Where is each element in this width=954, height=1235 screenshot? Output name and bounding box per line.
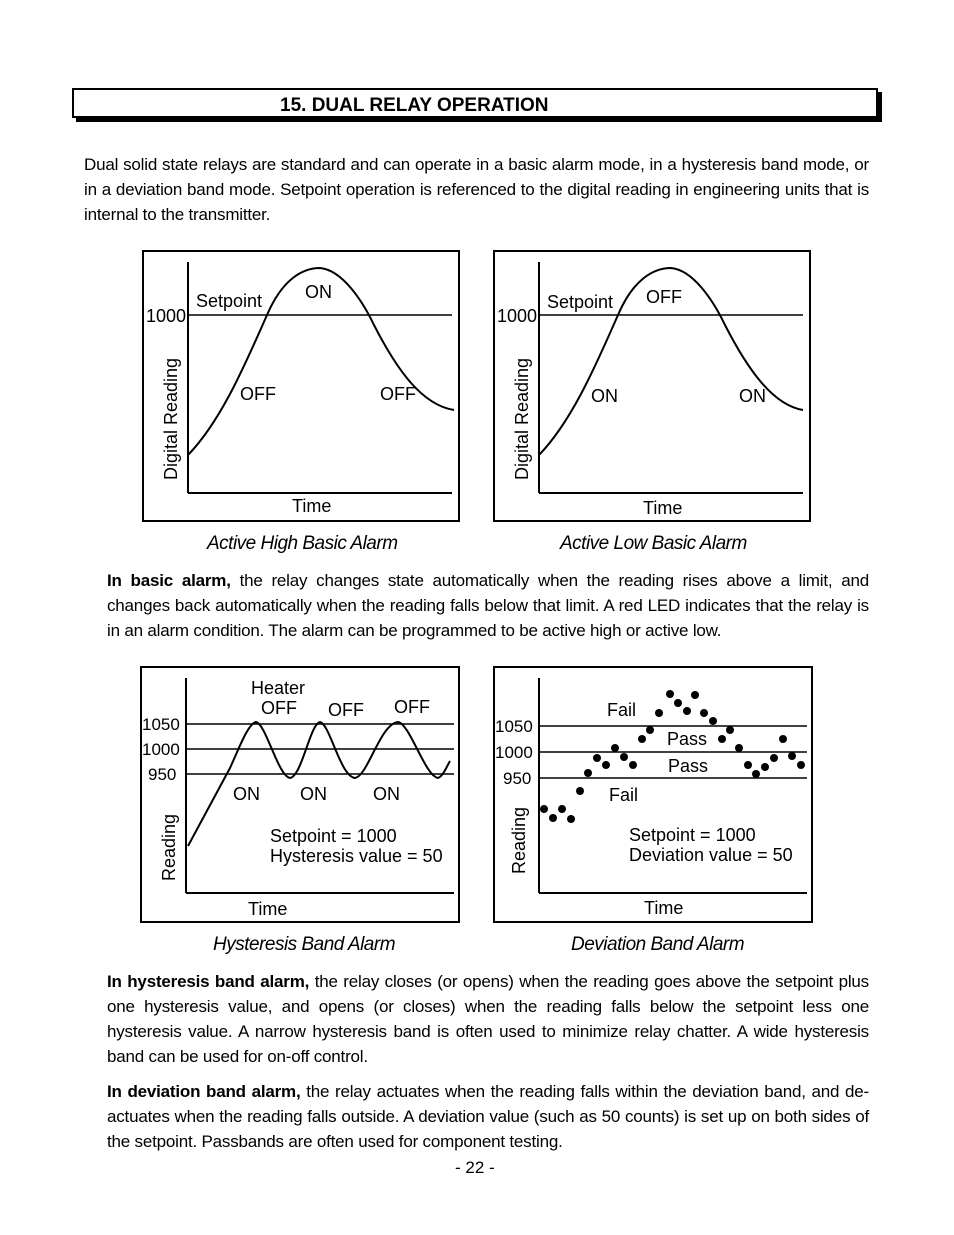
on-label-3: ON bbox=[373, 784, 400, 804]
value-950-label: 950 bbox=[503, 769, 532, 788]
page-number: - 22 - bbox=[455, 1158, 495, 1177]
x-axis-label: Time bbox=[248, 899, 288, 919]
y-axis-label: Reading bbox=[159, 813, 179, 881]
setpoint-text: Setpoint = 1000 bbox=[270, 826, 397, 846]
deviation-lead: In deviation band alarm, bbox=[107, 1082, 301, 1101]
y-axis-label: Digital Reading bbox=[161, 357, 181, 480]
active-high-figure bbox=[142, 250, 460, 522]
heater-label: Heater bbox=[251, 678, 306, 698]
basic-alarm-paragraph bbox=[107, 568, 869, 643]
value-1000-label: 1000 bbox=[142, 740, 180, 759]
on-label-1: ON bbox=[233, 784, 260, 804]
on-label-2: ON bbox=[300, 784, 327, 804]
deviation-text: the relay actuates when the reading falls within the deviation band, and de-actuates when the reading falls outside. A deviation value (such as 50 counts) is set up on both sides of the setpoint. Passbands are often used for component testing. bbox=[107, 1082, 869, 1151]
hysteresis-text: the relay closes (or opens) when the reading goes above the setpoint plus one hysteresis value, and opens (or closes) when the reading falls below the setpoint less one hysteresis value. A narrow hysteresis band is often used to minimize relay chatter. A wide hysteresis band can be used for on-off control. bbox=[107, 972, 869, 1066]
off-label: OFF bbox=[646, 287, 682, 307]
pass-label-2: Pass bbox=[668, 756, 709, 776]
setpoint-label: Setpoint bbox=[547, 292, 614, 312]
fail-top-label: Fail bbox=[607, 700, 637, 720]
hysteresis-lead: In hysteresis band alarm, bbox=[107, 972, 310, 991]
hysteresis-text: Hysteresis value = 50 bbox=[270, 846, 443, 866]
y-axis-label: Digital Reading bbox=[512, 357, 532, 480]
section-header bbox=[72, 88, 878, 118]
fail-bottom-label: Fail bbox=[609, 785, 639, 805]
pass-label-1: Pass bbox=[667, 729, 708, 749]
off-right-label: OFF bbox=[380, 384, 416, 404]
off-label-3: OFF bbox=[394, 697, 430, 717]
caption-active-low: Active Low Basic Alarm bbox=[560, 533, 747, 554]
off-left-label: OFF bbox=[240, 384, 276, 404]
value-1050-label: 1050 bbox=[142, 715, 180, 734]
deviation-paragraph bbox=[107, 1079, 869, 1154]
value-1050-label: 1050 bbox=[495, 717, 533, 736]
on-right-label: ON bbox=[739, 386, 766, 406]
basic-text: the relay changes state automatically when the reading rises above a limit, and changes back automatically when the reading falls below that limit. A red LED indicates that the relay is in an alarm condition. The alarm can be programmed to be active high or active low. bbox=[107, 571, 869, 640]
intro-paragraph: Dual solid state relays are standard and can operate in a basic alarm mode, in a hysteresis band mode, or in a deviation band mode. Setpoint operation is referenced to the digital reading in engineering units that is internal to the transmitter. bbox=[84, 155, 869, 224]
hysteresis-paragraph bbox=[107, 969, 869, 1069]
x-axis-label: Time bbox=[292, 496, 332, 516]
y-axis-label: Reading bbox=[509, 806, 529, 874]
basic-lead: In basic alarm, bbox=[107, 571, 231, 590]
off-label-2: OFF bbox=[328, 700, 364, 720]
section-title: 15. DUAL RELAY OPERATION bbox=[280, 95, 549, 116]
caption-hysteresis: Hysteresis Band Alarm bbox=[213, 934, 396, 955]
off-label-1: OFF bbox=[261, 698, 297, 718]
value-1000-label: 1000 bbox=[146, 306, 187, 326]
on-label: ON bbox=[305, 282, 332, 302]
active-low-figure bbox=[493, 250, 811, 522]
caption-deviation: Deviation Band Alarm bbox=[571, 934, 745, 955]
setpoint-label: Setpoint bbox=[196, 291, 263, 311]
caption-active-high: Active High Basic Alarm bbox=[207, 533, 398, 554]
x-axis-label: Time bbox=[644, 898, 684, 918]
setpoint-text: Setpoint = 1000 bbox=[629, 825, 756, 845]
value-1000-label: 1000 bbox=[495, 743, 533, 762]
hysteresis-figure bbox=[140, 666, 460, 923]
value-950-label: 950 bbox=[148, 765, 177, 784]
deviation-text: Deviation value = 50 bbox=[629, 845, 793, 865]
x-axis-label: Time bbox=[643, 498, 683, 518]
on-left-label: ON bbox=[591, 386, 618, 406]
deviation-figure bbox=[493, 666, 813, 923]
value-1000-label: 1000 bbox=[497, 306, 538, 326]
